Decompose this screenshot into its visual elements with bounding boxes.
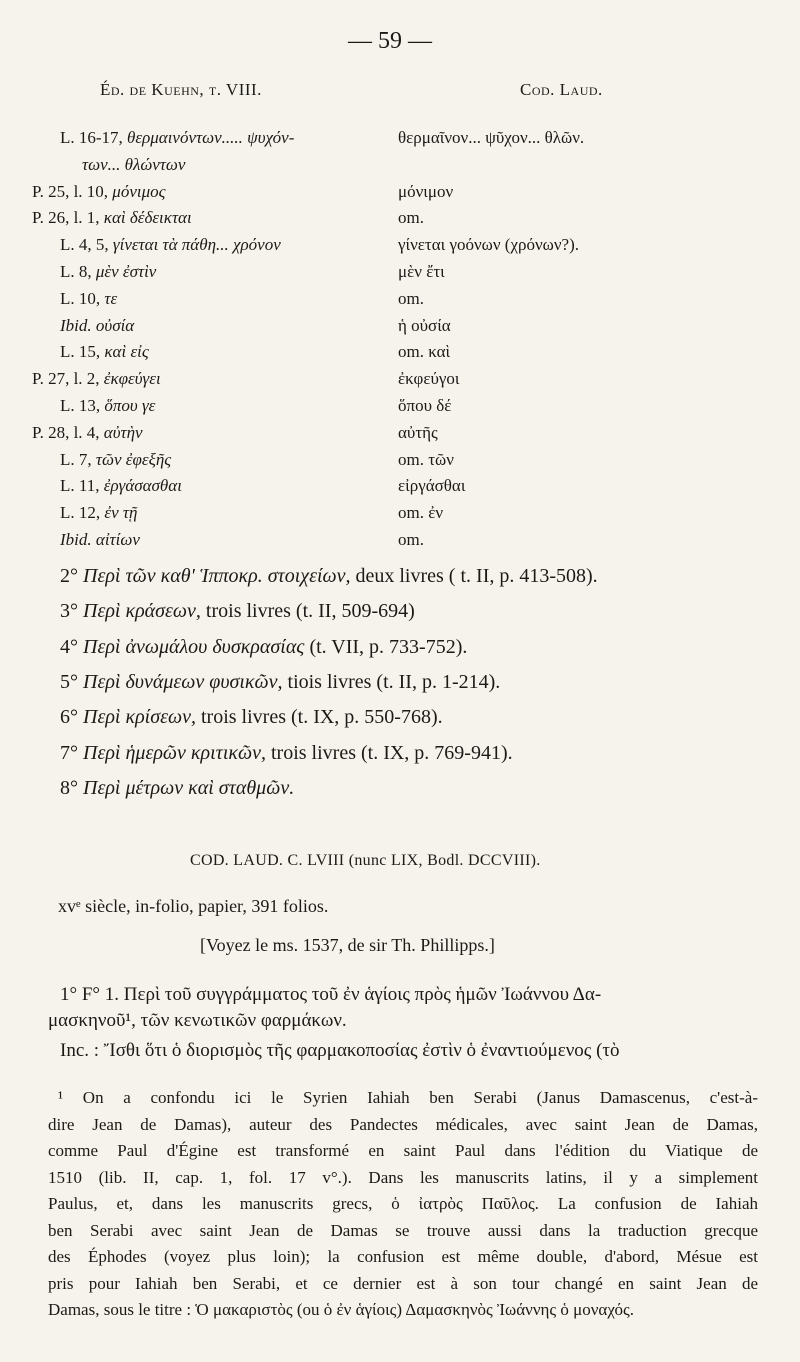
work-greek: Περὶ ἡμερῶν κριτικῶν, [83,741,266,764]
work-num: 8° [60,776,78,799]
footnote [48,1085,758,1324]
laud-reading: om. [398,208,424,228]
work-num: 4° [60,635,78,658]
kuehn-reading [60,476,182,496]
laud-reading: θερμαῖνον... ψῦχον... θλῶν. [398,128,585,147]
reference: L. 11, [60,476,100,496]
codex-note: [Voyez le ms. 1537, de sir Th. Phillipps.] [200,935,495,955]
collation-row [0,262,800,288]
greek-text: καὶ δέδεικται [103,208,192,228]
laud-reading: om. [398,530,424,549]
page-number: — 59 — [348,28,432,54]
greek-text: καὶ εἰς [104,342,149,362]
incipit: Inc. : Ἴσθι ὅτι ὁ διορισμὸς τῆς φαρμακοποσίας ἐστὶν ὁ ἐναντιούμενος (τὸ [60,1040,620,1061]
laud-reading: ὅπου δέ [398,396,452,415]
footnote-line: ¹ On a confondu ici le Syrien Iahiah ben Serabi (Janus Damascenus, c'est-à- [58,1088,758,1107]
footnote-line: 1510 (lib. II, cap. 1, fol. 17 v°.). Dans les manuscrits latins, il y a simplement [48,1167,758,1187]
work-item [60,671,500,694]
kuehn-reading [82,155,185,175]
laud-reading: ἡ οὐσία [398,315,451,335]
work-greek: Περὶ τῶν καθ' Ἱπποκρ. στοιχείων, [83,565,351,587]
work-item [60,742,513,765]
work-rest: trois livres (t. IX, p. 769-941). [271,741,513,764]
greek-text: αἰτίων [95,530,140,549]
reference: P. 28, l. 4, [32,422,100,442]
footnote-line: Damas, sous le titre : Ὁ μακαριστὸς (ou ὁ ἐν ἁγίοις) Δαμασκηνὸς Ἰωάννης ὁ μοναχός. [48,1300,634,1319]
greek-text: γίνεται τὰ πάθη... χρόνον [112,235,281,255]
collation-row [0,450,800,476]
laud-reading: om. τῶν [398,449,454,469]
kuehn-reading [60,503,137,523]
work-num: 5° [60,670,78,693]
greek-text: των... θλώντων [82,154,186,174]
kuehn-reading [60,262,156,282]
reference: L. 4, 5, [60,235,109,255]
greek-text: οὐσία [95,315,135,335]
footnote-line: ben Serabi avec saint Jean de Damas se trouve aussi dans la traduction grecque [48,1220,758,1240]
greek-text: τε [104,288,118,308]
greek-text: τῶν ἐφεξῆς [95,449,172,469]
kuehn-reading [60,396,155,416]
kuehn-reading [60,342,149,362]
entry-line-1: 1° F° 1. Περὶ τοῦ συγγράμματος τοῦ ἐν ἁγίοις πρὸς ἡμῶν Ἰωάννου Δα- [60,984,602,1005]
laud-reading: ἐκφεύγοι [398,369,460,389]
greek-text: θερμαινόντων..... ψυχόν- [127,128,295,147]
collation-row [0,342,800,368]
work-rest: deux livres ( t. II, p. 413-508). [355,565,598,587]
footnote-line: pris pour Iahiah ben Serabi, et ce dernier est à son tour changé en saint Jean de [48,1273,758,1293]
collation-row [0,396,800,422]
collation-row [0,208,800,234]
collation-row [0,289,800,315]
collation-row [0,503,800,529]
work-rest: tiois livres (t. II, p. 1-214). [287,670,501,693]
greek-text: ἐν τῇ [104,503,138,523]
collation-row [0,369,800,395]
work-num: 2° [60,565,78,587]
reference: P. 26, l. 1, [32,208,100,228]
work-item [60,706,443,729]
reference: Ibid. [60,315,92,335]
work-greek: Περὶ κράσεων, [83,600,201,623]
reference: L. 13, [60,396,101,415]
greek-text: ὅπου γε [104,396,156,415]
column-header-kuehn: Éd. de Kuehn, t. VIII. [100,80,262,99]
collation-row [0,316,800,342]
work-greek: Περὶ μέτρων καὶ σταθμῶν. [83,776,295,799]
laud-reading: om. καὶ [398,342,451,362]
kuehn-reading [60,289,117,309]
collation-row [0,182,800,208]
work-greek: Περὶ κρίσεων, [83,706,196,729]
codex-description: xvᵉ siècle, in-folio, papier, 391 folios. [58,896,329,916]
collation-row [0,235,800,261]
work-rest: trois livres (t. II, 509-694) [205,600,415,623]
kuehn-reading [60,450,171,470]
work-num: 6° [60,706,78,729]
footnote-line: dire Jean de Damas), auteur des Pandectes médicales, avec saint Jean de Damas, [48,1114,758,1134]
work-greek: Περὶ ἀνωμάλου δυσκρασίας [83,635,305,658]
footnote-line: des Éphodes (voyez plus loin); la confusion est même double, d'abord, Mésue est [48,1247,758,1266]
work-item [60,636,467,659]
kuehn-reading [32,208,192,228]
work-item [60,565,598,588]
work-rest: (t. VII, p. 733-752). [309,635,468,658]
reference: L. 15, [60,342,101,362]
collation-row [0,155,800,181]
kuehn-reading [60,235,281,255]
collation-row [0,530,800,556]
reference: L. 7, [60,449,92,469]
work-rest: trois livres (t. IX, p. 550-768). [200,706,443,729]
collation-row [0,128,800,154]
kuehn-reading [32,369,161,389]
reference: L. 8, [60,262,92,281]
kuehn-reading [32,423,143,443]
work-item [60,777,294,800]
kuehn-reading [60,316,134,336]
reference: Ibid. [60,530,92,549]
laud-reading: γίνεται γοόνων (χρόνων?). [398,235,580,255]
reference: L. 16-17, [60,128,123,147]
reference: P. 27, l. 2, [32,369,100,389]
greek-text: αὐτὴν [103,422,143,442]
greek-text: μὲν ἐστὶν [95,262,157,281]
work-num: 3° [60,600,78,623]
collation-row [0,476,800,502]
laud-reading: εἰργάσθαι [398,476,466,496]
entry-line-2: μασκηνοῦ¹, τῶν κενωτικῶν φαρμάκων. [48,1010,347,1031]
reference: P. 25, l. 10, [32,181,109,201]
laud-reading: μόνιμον [398,181,454,201]
codex-heading: COD. LAUD. C. LVIII (nunc LIX, Bodl. DCCVIII). [190,852,541,869]
greek-text: ἐκφεύγει [103,369,161,389]
laud-reading: μὲν ἔτι [398,262,445,281]
greek-text: ἐργάσασθαι [103,476,182,496]
kuehn-reading [32,182,166,202]
laud-reading: om. [398,288,424,308]
work-num: 7° [60,741,78,764]
reference: L. 10, [60,288,101,308]
footnote-line: comme Paul d'Égine est transformé en saint Paul dans l'édition du Viatique de [48,1141,758,1160]
work-greek: Περὶ δυνάμεων φυσικῶν, [83,670,283,693]
work-item [60,600,415,623]
kuehn-reading [60,530,140,550]
laud-reading: αὐτῆς [398,422,438,442]
laud-reading: om. ἐν [398,503,444,523]
column-header-laud: Cod. Laud. [520,80,603,99]
greek-text: μόνιμος [112,181,166,201]
footnote-line: Paulus, et, dans les manuscrits grecs, ὁ ἰατρὸς Παῦλος. La confusion de Iahiah [48,1194,758,1213]
collation-row [0,423,800,449]
kuehn-reading [60,128,294,148]
reference: L. 12, [60,503,101,523]
